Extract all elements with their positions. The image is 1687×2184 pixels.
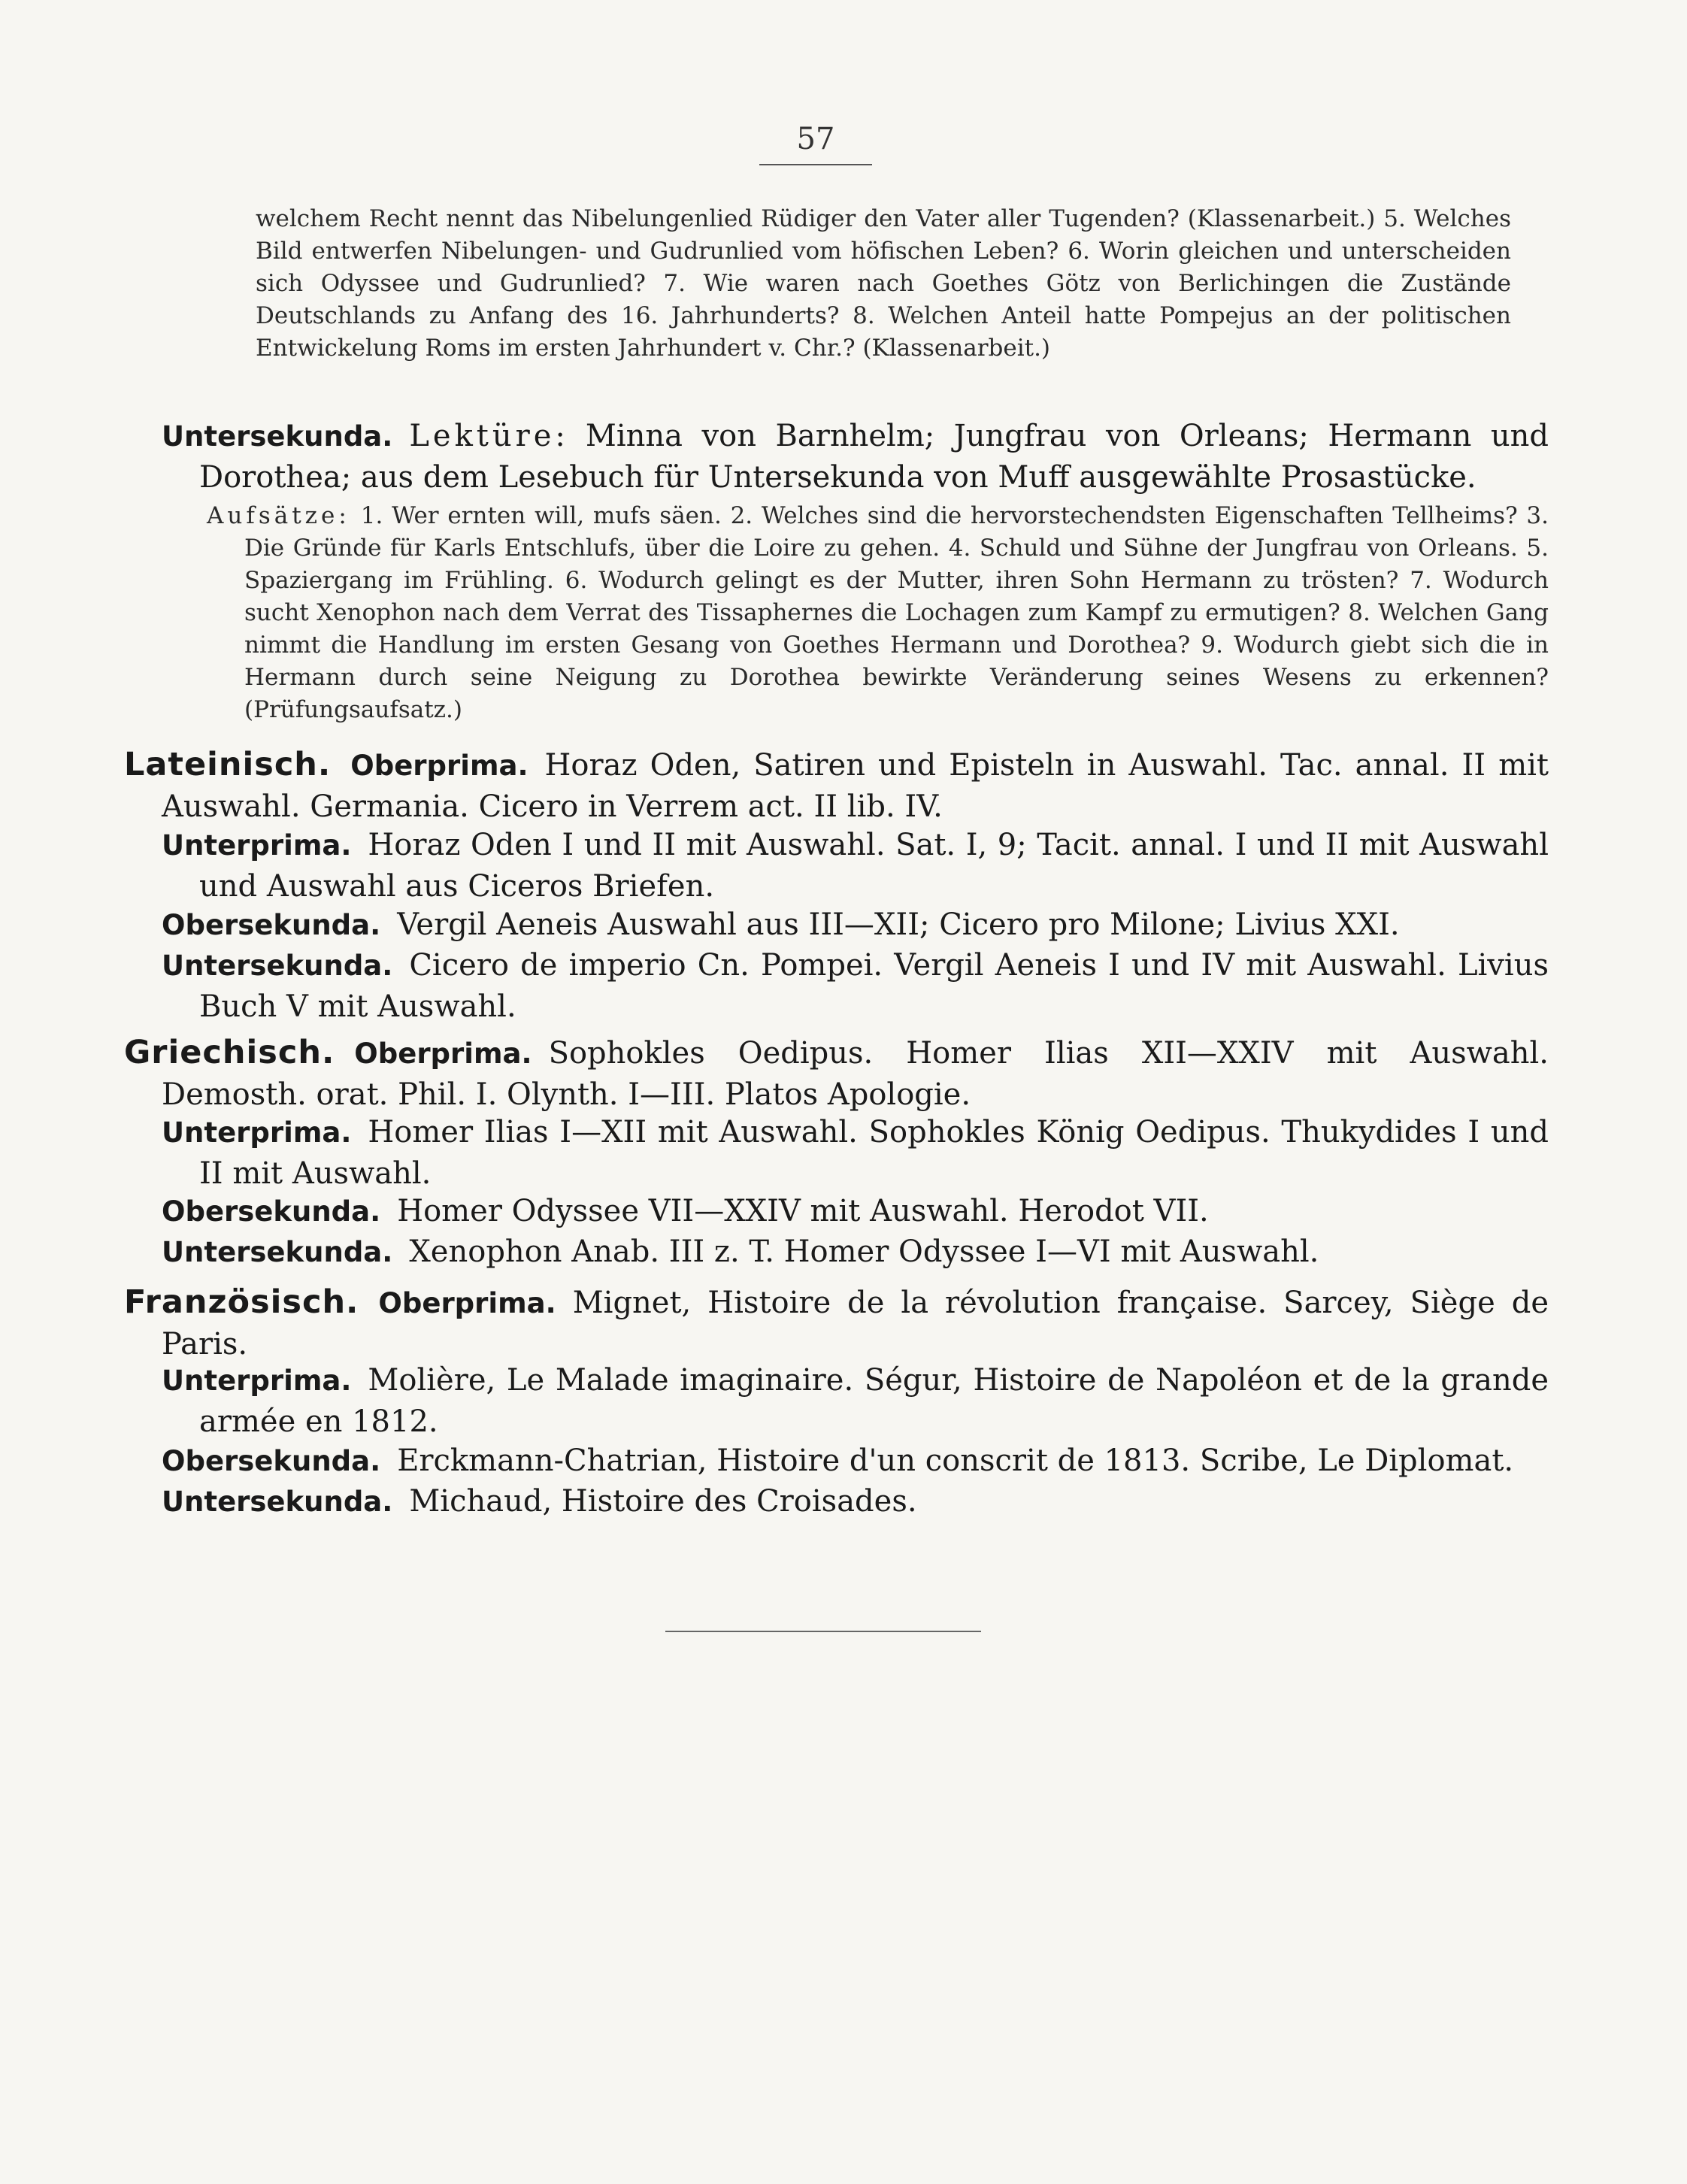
entry-text: Michaud, Histoire des Croisades. [409, 1484, 917, 1519]
class-label: Oberprima. [354, 1037, 532, 1070]
latin-oberprima [124, 744, 1549, 827]
class-label: Obersekunda. [162, 1195, 381, 1228]
entry-text: Homer Odyssee VII—XXIV mit Auswahl. Herodot VII. [397, 1194, 1209, 1228]
page-number: 57 [796, 122, 835, 156]
french-unterprima [162, 1360, 1549, 1442]
french-untersekunda [162, 1481, 1549, 1522]
class-label: Untersekunda. [162, 1236, 393, 1268]
entry-text: Erckmann-Chatrian, Histoire d'un conscrit de 1813. Scribe, Le Diplomat. [397, 1443, 1514, 1478]
latin-unterprima [162, 825, 1549, 907]
subject-title: Französisch. [124, 1283, 359, 1321]
subject-title: Griechisch. [124, 1034, 335, 1071]
lekture-label: Lektüre: [409, 419, 569, 453]
subject-title: Lateinisch. [124, 746, 332, 783]
class-label: Oberprima. [378, 1287, 556, 1319]
class-label: Untersekunda. [162, 950, 393, 982]
entry-text: Homer Ilias I—XII mit Auswahl. Sophokles König Oedipus. Thukydides I und II mit Auswahl. [199, 1115, 1549, 1191]
class-label: Oberprima. [350, 750, 529, 782]
french-oberprima [124, 1282, 1549, 1365]
greek-unterprima [162, 1112, 1549, 1194]
latin-obersekunda [162, 904, 1549, 946]
greek-oberprima [124, 1032, 1549, 1115]
entry-text: Sophokles Oedipus. Homer Ilias XII—XXIV mit Auswahl. Demosth. orat. Phil. I. Olynth. I—III. Platos Apologie. [162, 1036, 1549, 1112]
class-label: Obersekunda. [162, 1445, 381, 1477]
entry-text: Xenophon Anab. III z. T. Homer Odyssee I—VI mit Auswahl. [409, 1234, 1319, 1269]
aufsatze-text: 1. Wer ernten will, mufs säen. 2. Welches sind die hervorstechendsten Eigenschaften Tellheims? 3. Die Gründe für Karls Entschlufs, über die Loire zu gehen. 4. Schuld und Sühne der Jungfrau von Orleans. 5. Spaziergang im Frühling. 6. Wodurch gelingt es der Mutter, ihren Sohn Hermann zu trösten? 7. Wodurch sucht Xenophon nach dem Verrat des Tissaphernes die Lochagen zum Kampf zu ermutigen? 8. Welchen Gang nimmt die Handlung im ersten Gesang von Goethes Hermann und Dorothea? 9. Wodurch giebt sich die in Hermann durch seine Neigung zu Dorothea bewirkte Veränderung seines Wesens zu erkennen? (Prüfungsaufsatz.) [244, 502, 1549, 723]
french-obersekunda [162, 1440, 1549, 1482]
class-label: Untersekunda. [162, 1486, 393, 1518]
class-label: Obersekunda. [162, 909, 381, 941]
entry-text: Horaz Oden, Satiren und Episteln in Auswahl. Tac. annal. II mit Auswahl. Germania. Cicero in Verrem act. II lib. IV. [162, 748, 1549, 824]
class-label: Untersekunda. [162, 420, 393, 453]
lekture-text: Minna von Barnhelm; Jungfrau von Orleans; Hermann und Dorothea; aus dem Lesebuch für Untersekunda von Muff ausgewählte Prosastücke. [199, 419, 1549, 495]
entry-text: Horaz Oden I und II mit Auswahl. Sat. I, 9; Tacit. annal. I und II mit Auswahl und Auswahl aus Ciceros Briefen. [199, 828, 1549, 904]
intro-paragraph: welchem Recht nennt das Nibelungenlied Rüdiger den Vater aller Tugenden? (Klassenarbeit.) 5. Welches Bild entwerfen Nibelungen- und Gudrunlied vom höfischen Leben? 6. Worin gleichen und unterscheiden sich Odyssee und Gudrunlied? 7. Wie waren nach Goethes Götz von Berlichingen die Zustände Deutschlands zu Anfang des 16. Jahrhunderts? 8. Welchen Anteil hatte Pompejus an der politischen Entwickelung Roms im ersten Jahrhundert v. Chr.? (Klassenarbeit.) [256, 205, 1511, 362]
end-rule [665, 1631, 981, 1632]
latin-untersekunda [162, 945, 1549, 1027]
class-label: Unterprima. [162, 1365, 352, 1397]
page-number-rule [759, 164, 872, 165]
entry-text: Mignet, Histoire de la révolution française. Sarcey, Siège de Paris. [162, 1286, 1549, 1362]
entry-text: Vergil Aeneis Auswahl aus III—XII; Cicero pro Milone; Livius XXI. [397, 907, 1400, 942]
deutsch-untersekunda-aufsatze [207, 500, 1549, 726]
entry-text: Cicero de imperio Cn. Pompei. Vergil Aeneis I und IV mit Auswahl. Livius Buch V mit Auswahl. [199, 948, 1549, 1024]
greek-obersekunda [162, 1191, 1549, 1232]
aufsatze-label: Aufsätze: [207, 502, 350, 529]
greek-untersekunda [162, 1231, 1549, 1273]
class-label: Unterprima. [162, 829, 352, 862]
class-label: Unterprima. [162, 1116, 352, 1149]
entry-text: Molière, Le Malade imaginaire. Ségur, Histoire de Napoléon et de la grande armée en 1812. [199, 1363, 1549, 1439]
deutsch-untersekunda-lekture [162, 416, 1549, 498]
